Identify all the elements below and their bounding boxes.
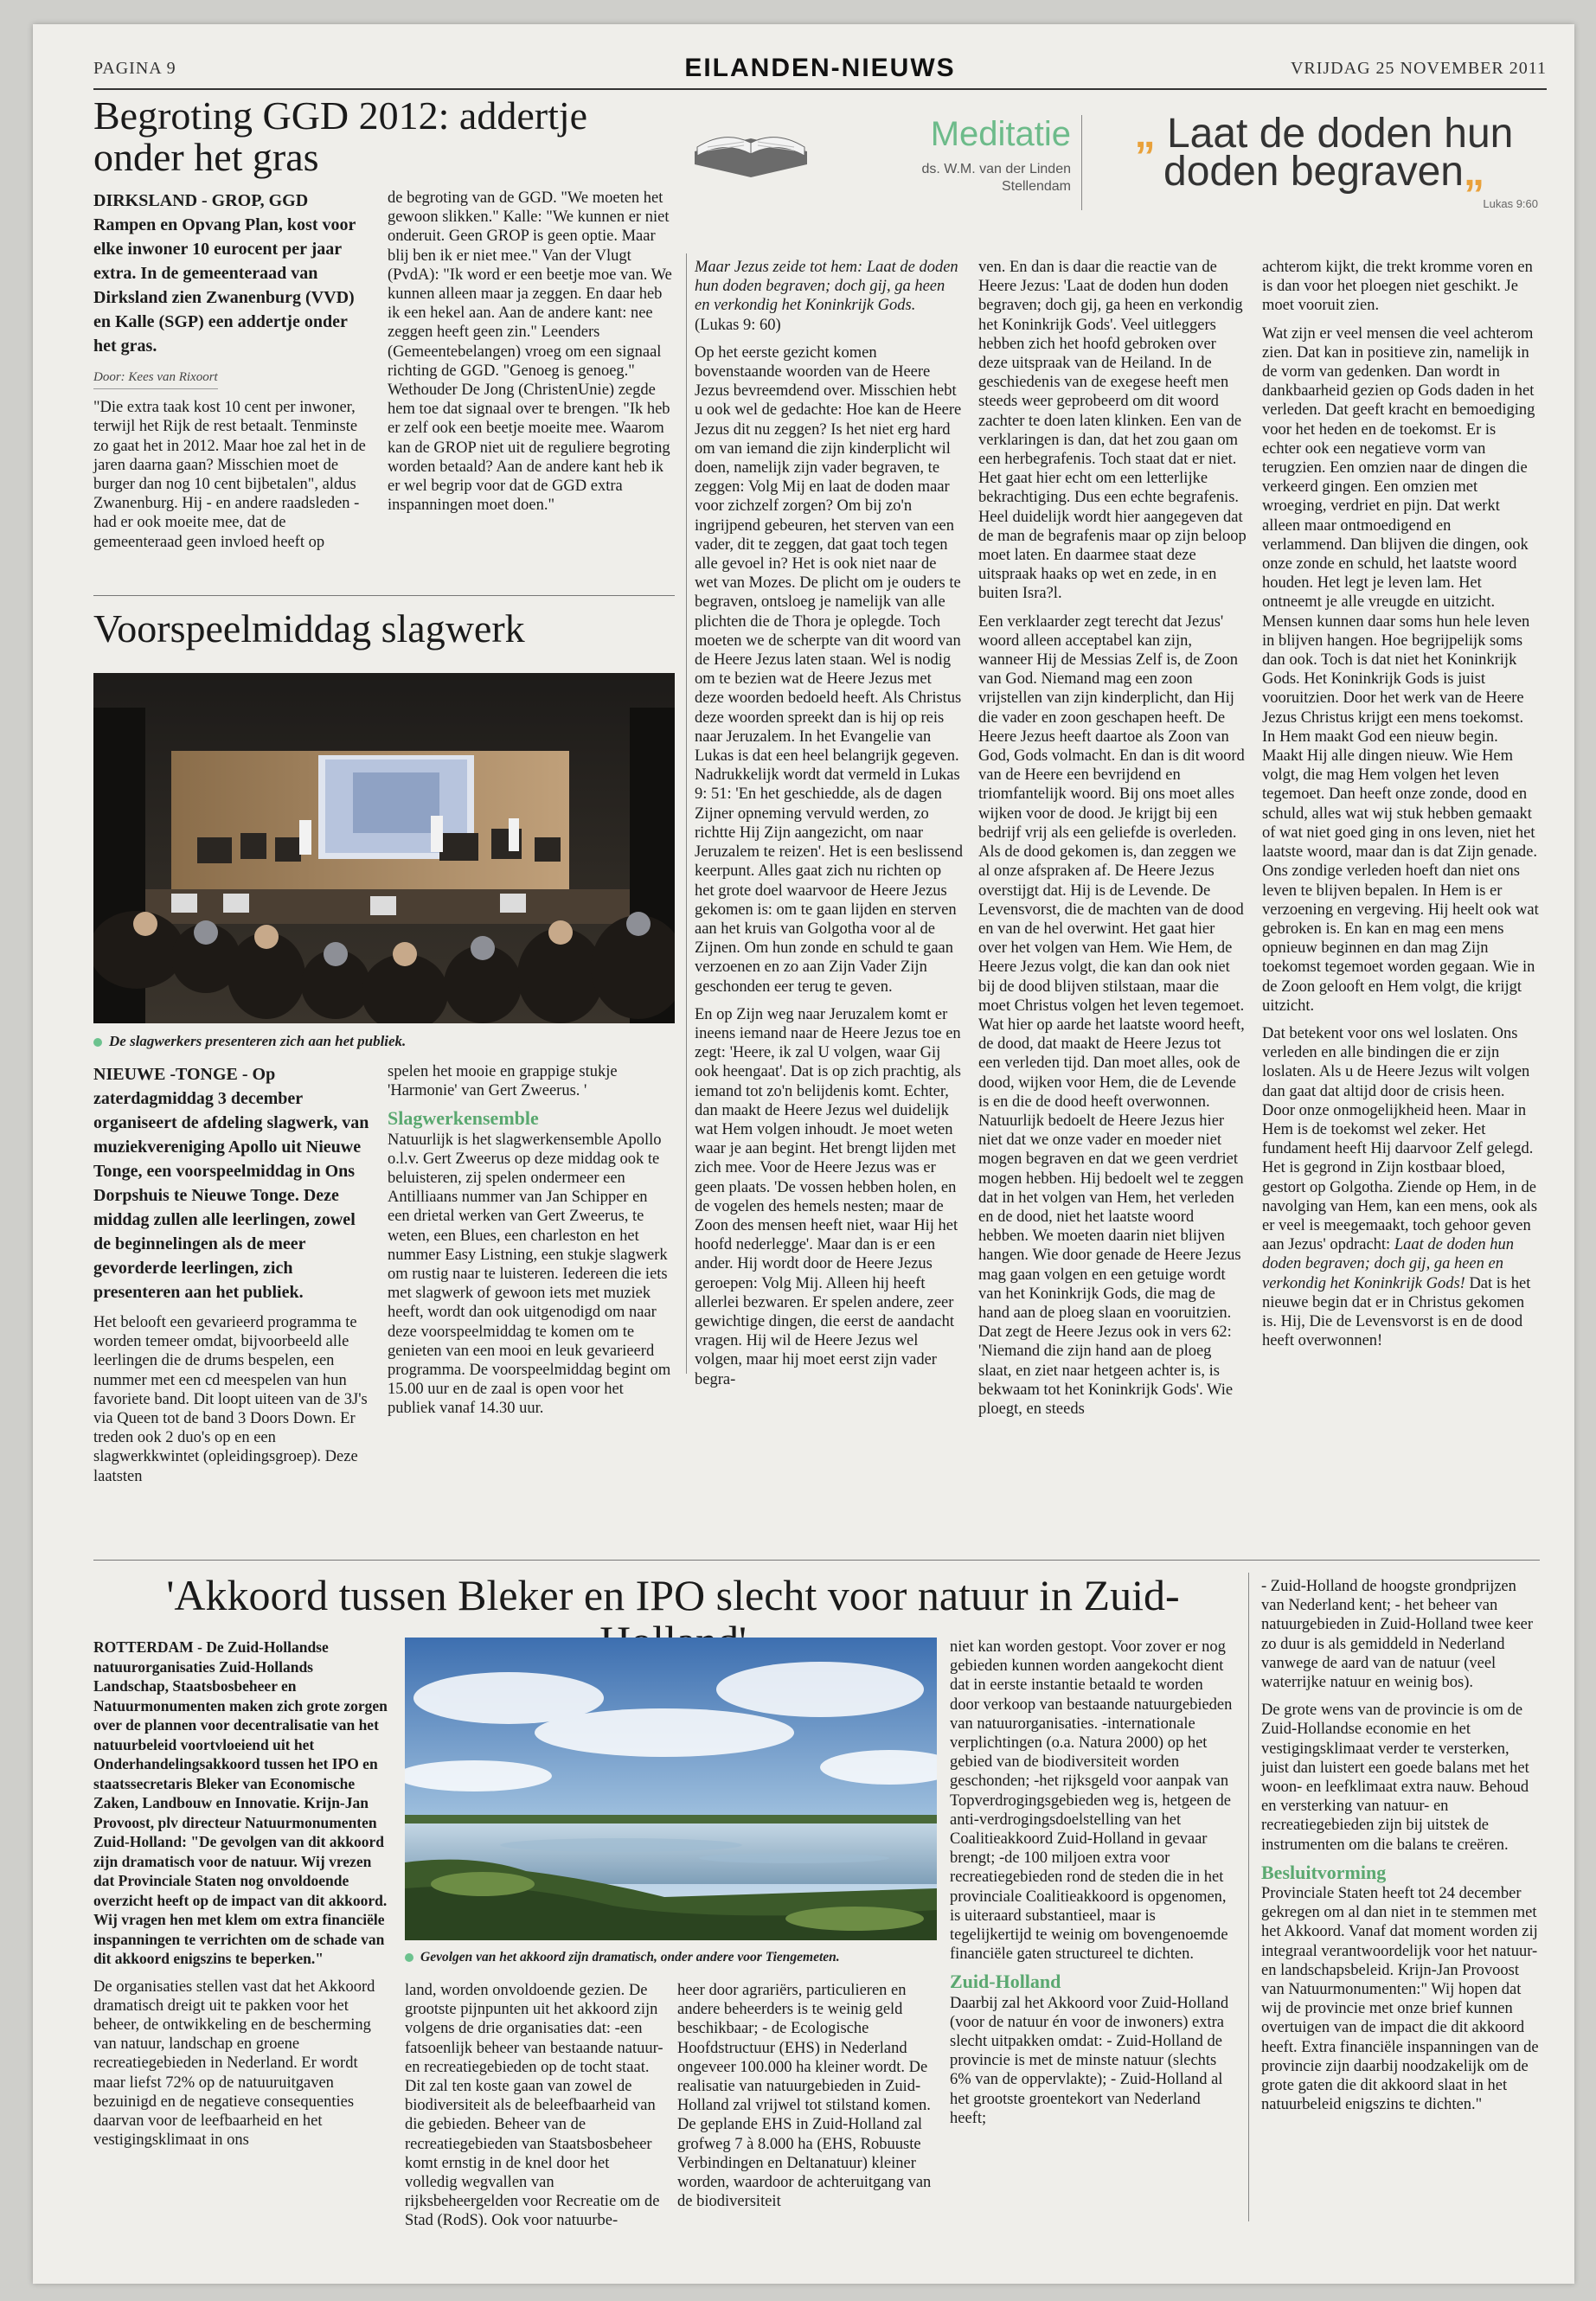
divider (93, 595, 675, 596)
divider (1081, 115, 1082, 210)
article-paragraph: spelen het mooie en grappige stukje 'Harmonie' van Gert Zweerus. ' (388, 1063, 618, 1100)
caption-text: Gevolgen van het akkoord zijn dramatisch, onder andere voor Tiengemeten. (420, 1950, 840, 1965)
article-slagwerk-col1 (93, 1062, 370, 1495)
article-paragraph: niet kan worden gestopt. Voor zover er nog gebieden kunnen worden aangekocht dient dat in eerste instantie betaald te worden door verkoop van bestaande natuurgebieden van natuurorganisaties. -internationale verplichtingen (o.a. Natura 2000) op het gebied van de biodiversiteit worden geschonden; -het rijksgeld voor aanpak van Topverdrogingsgebieden weg is, hetgeen de anti-verdrogingsdoelstelling van het Coalitieakkoord Zuid-Holland in gevaar brengt; -de 100 miljoen extra voor recreatiegebieden rond de steden die in het provinciale Coalitieakkoord is opgenomen, is uiteraard substantieel, maar is tegelijkertijd te weinig om bovengenoemde financiële gaten structureel te dichten. (950, 1638, 1233, 1964)
byline: Door: Kees van Rixoort (93, 368, 218, 389)
subheading: Besluitvorming (1261, 1861, 1387, 1883)
article-akkoord-col3 (677, 1981, 937, 2220)
article-paragraph: De organisaties stellen vast dat het Akkoord dramatisch dreigt uit te pakken voor het beheer, de ontwikkeling en de bescherming van natuur, landschap en groene recreatiegebieden in Nederland. Er wordt maar liefst 72% op de natuuruitgaven bezuinigd en de negatieve consequenties daarvan voor de leefbaarheid en het vestigingsklimaat in ons (93, 1977, 375, 2150)
article-lead: ROTTERDAM - De Zuid-Hollandse natuurorganisaties Zuid-Hollands Landschap, Staatsbosbeheer en Natuurmonumenten maken zich grote zorgen over de plannen voor decentralisatie van het natuurbeleid voortvloeiend uit het Onderhandelingsakkoord tussen het IPO en staatssecretaris Bleker van Economische Zaken, Landbouw en Innovatie. Krijn-Jan Provoost, plv directeur Natuurmonumenten Zuid-Holland: "De gevolgen van dit akkoord zijn dramatisch voor de natuur. Wij vrezen dat Provinciale Staten nog onvoldoende overzicht heeft op de impact van dit akkoord. Wij vragen hen met klem om extra financiële inspanningen te verrichten om de schade van dit akkoord enigszins te beperken." (93, 1638, 388, 1967)
concert-photo (93, 673, 675, 1023)
bullet-icon (405, 1953, 413, 1962)
author-place: Stellendam (1001, 179, 1071, 194)
article-paragraph: land, worden onvoldoende gezien. De grootste pijnpunten uit het akkoord zijn volgens de drie organisaties dat: -een fatsoenlijk beheer van bestaande natuur- en recreatiegebieden op de tocht staat. Dit zal ten koste gaan van zowel de biodiversiteit als de beleefbaarheid van die gebieden. Beheer van de recreatiegebieden van Staatsbosbeheer komt ernstig in de knel door het volledig wegvallen van rijksbeheergelden voor Recreatie om de Stad (RodS). Ook voor natuurbe- (405, 1982, 663, 2230)
section-label-meditatie: Meditatie (930, 115, 1071, 153)
concert-photo-image (93, 673, 675, 1023)
article-paragraph: "Die extra taak kost 10 cent per inwoner, terwijl het Rijk de rest betaalt. Tenminste zo gaat het in 2012. Maar hoe zal het in de jaren daarna gaan? Misschien moet de burger dan nog 10 cent bijbetalen", aldus Zwanenburg. Hij - en andere raadsleden - had er ook moeite mee, dat de gemeenteraad geen invloed heeft op (93, 399, 366, 551)
caption-text: De slagwerkers presenteren zich aan het publiek. (109, 1033, 407, 1049)
article-paragraph: heer door agrariërs, particulieren en andere beheerders is te weinig geld beschikbaar; - de Ecologische Hoofdstructuur (EHS) in Nederland ongeveer 100.000 ha kleiner wordt. De realisatie van natuurgebieden in Zuid-Holland zal vrijwel tot stilstand komen. De geplande EHS in Zuid-Holland zal grofweg 7 à 8.000 ha (EHS, Robuuste Verbindingen en Deltanatuur) kleiner worden, waardoor de achteruitgang van de biodiversiteit (677, 1982, 932, 2211)
issue-date: VRIJDAG 25 NOVEMBER 2011 (1290, 59, 1547, 78)
article-lead: NIEUWE -TONGE - Op zaterdagmiddag 3 december organiseert de afdeling slagwerk, van muziekvereniging Apollo uit Nieuwe Tonge, een voorspeelmiddag in Ons Dorpshuis te Nieuwe Tonge. Deze middag zullen alle leerlingen, zowel de beginnelingen als de meer gevorderde leerlingen, zich presenteren aan het publiek. (93, 1065, 369, 1302)
article-lead: DIRKSLAND - GROP, GGD Rampen en Opvang Plan, kost voor elke inwoner 10 eurocent per jaar extra. In de gemeenteraad van Dirksland zien Zwanenburg (VVD) en Kalle (SGP) een addertje onder het gras. (93, 191, 356, 356)
photo-caption-akkoord (405, 1950, 937, 1965)
meditatie-paragraph: achterom kijkt, die trekt kromme voren en is dan voor het ploegen niet geschikt. Je moet vooruit zien. (1262, 259, 1533, 315)
article-paragraph: De grote wens van de provincie is om de Zuid-Hollandse economie en het vestigingsklimaat verder te versterken, juist dan luistert een goede balans met het woon- en leefklimaat extra nauw. Behoud en versterking van natuur- en recreatiegebieden zijn bij uitstek de instrumenten om die balans te creëren. (1261, 1702, 1529, 1854)
scripture-reference: (Lukas 9: 60) (695, 316, 781, 334)
quote-mark: „ (1134, 111, 1156, 157)
tiengemeten-photo-image (405, 1638, 937, 1940)
meditatie-paragraph (1262, 1024, 1539, 1350)
meditatie-col2 (978, 258, 1247, 1427)
scripture-quote: Maar Jezus zeide tot hem: Laat de doden hun doden begraven; doch gij, ga heen en verkondig het Koninkrijk Gods. (695, 259, 958, 315)
quote-line-2: doden begraven (1163, 149, 1464, 195)
article-slagwerk-col2 (388, 1062, 673, 1427)
newspaper-title: EILANDEN-NIEUWS (684, 54, 956, 82)
article-paragraph: Het belooft een gevarieerd programma te worden temeer omdat, bijvoorbeeld alle leerlingen die de drums bespelen, een nummer met een cd meespelen van hun favoriete band. Dit loopt uiteen van de 3J's via Queen tot de band 3 Doors Down. Er treden ook 2 duo's op en een slagwerkkwintet (opleidingsgroep). Deze laatsten (93, 1314, 368, 1485)
meditatie-paragraph: ven. En dan is daar die reactie van de Heere Jezus: 'Laat de doden hun doden begraven; doch gij, ga heen en verkondig het Koninkrijk Gods'. Veel uitleggers hebben zich het hoofd gebroken over deze uitspraak van de Heiland. In de geschiedenis van de exegese heeft men steeds weer geprobeerd om dit woord zachter te doen laten klinken. Een van de verklaringen is dan, dat het zou gaan om een herbegrafenis. Toch staat dat er niet. Het gaat hier echt om een letterlijke bekrachtiging. Dus een echte begrafenis. Heel duidelijk wordt hier aangegeven dat de man de begrafenis maar op zijn beloop moet laten. En daarmee staat deze uitspraak haaks op wet en zede, in en buiten Isra?l. (978, 259, 1247, 603)
paragraph-italic: Laat de doden hun doden begraven; doch gij, ga heen en verkondig het Koninkrijk Gods! (1262, 1236, 1515, 1292)
meditatie-col1 (695, 258, 963, 1398)
bullet-icon (93, 1038, 102, 1047)
article-begroting-col2 (388, 189, 673, 523)
article-paragraph: Daarbij zal het Akkoord voor Zuid-Holland (voor de natuur én voor de inwoners) extra slecht uitpakken omdat: - Zuid-Holland de provincie is met de minste natuur (slechts 6% van de oppervlakte); - Zuid-Holland al het grootste groentekort van Nederland heeft; (950, 1994, 1229, 2127)
meditatie-paragraph: Wat zijn er veel mensen die veel achterom zien. Dat kan in positieve zin, namelijk in de vorm van gedenken. Dan wordt in dankbaarheid gezien op Gods daden in het verleden. Dat geeft kracht en bemoediging voor het heden en de toekomst. Er is echter ook een negatieve vorm van terugzien. Een omzien naar de dingen die verkeerd gingen. Een omzien met wroeging, verdriet en pijn. Dat werkt alleen maar ontmoedigend en verlammend. Dan blijven die dingen, ook onze zonde en schuld, het laatste woord houden. Het legt je leven lam. Het ontneemt je alle vreugde en uitzicht. Mensen kunnen daar soms hun hele leven in blijven hangen. Hoe begrijpelijk soms dan ook. Toch is dat niet het Koninkrijk Gods. Het Koninkrijk Gods is juist vooruitzien. Door het werk van de Heere Jezus Christus krijgt een mens toekomst. In Hem maakt God een nieuw begin. Maakt Hij alle dingen nieuw. Wie Hem volgt, die mag Hem volgen het leven tegemoet. Dan heeft onze zonde, dood en schuld, alles wat wij stuk hebben gemaakt of wat niet goed ging in ons leven, niet het laatste woord, maar dan is dat Zijn genade. Ons zondige verleden hoeft dan niet ons leven te blijven bepalen. In Hem is er verzoening en vergeving. Hij heelt ook wat gebroken is. En kan en mag een mens opnieuw beginnen en dan mag Zijn toekomst tegemoet worden gegaan. Wie in de Zoon gelooft en Hem volgt, die krijgt uitzicht. (1262, 324, 1539, 1015)
divider (1248, 1573, 1249, 2221)
article-akkoord-col1 (93, 1638, 388, 2158)
page-number: PAGINA 9 (93, 59, 176, 78)
article-paragraph: Provinciale Staten heeft tot 24 december gekregen om al dan niet in te stemmen met het Akkoord. Vanaf dat moment worden zij integraal verantwoordelijk voor het natuur- en landschapsbeleid. Krijn-Jan Provoost van Natuurmonumenten:" Wij hopen dat wij de provincie met onze brief kunnen overtuigen van de impact die dit akkoord heeft. Extra financiële inspanningen van de provincie zijn daarbij noodzakelijk om de grote gaten die dit akkoord slaat in het natuurbeleid enigszins te dichten." (1261, 1885, 1539, 2114)
subheading: Slagwerkensemble (388, 1107, 539, 1130)
subheading: Zuid-Holland (950, 1971, 1061, 1993)
meditatie-paragraph: Een verklaarder zegt terecht dat Jezus' woord alleen acceptabel kan zijn, wanneer Hij de Messias Zelf is, de Zoon van God. Niemand mag een zoon vrijstellen van zijn kinderplicht, dan Hij die vader en zoon geschapen heeft. De Heere Jezus heeft daartoe als Zoon van God, Gods volmacht. En dan is dit woord van de Heere een bevrijdend en triomfantelijk woord. Bij ons moet alles wijken voor de dood. Je krijgt bij een bedrijf vrij als een geliefde is overleden. Als de dood gekomen is, dan zeggen we al onze afspraken af. De Heere Jezus overstijgt dat. Hij is de Levende. De Levensvorst, die de machten van de dood en van de hel overwint. Het gaat hier over het volgen van Hem. Wie Hem, de Heere Jezus volgt, die kan dan ook niet bij de dood blijven stilstaan, maar die moet Christus volgen het leven tegemoet. Wat hier op aarde het laatste woord heeft, de dood, dat maakt de Heere Jezus tot een verleden tijd. Dan moet alles, ook de dood, wijken voor Hem, die de Levende is en die de dood heeft overwonnen. Natuurlijk bedoelt de Heere Jezus hier niet dat we onze vader en moeder niet mogen begraven en dat we geen verdriet mogen hebben. Hij bedoelt wel te zeggen dat in het volgen van Hem, het verleden en de dood, niet het laatste woord hebben. We moeten daarin niet blijven hangen. Wie door genade de Heere Jezus mag gaan volgen en een getuige wordt van het Koninkrijk Gods, die mag de hand aan de ploeg slaan en vooruitzien. Dat zegt de Heere Jezus ook in vers 62: 'Niemand die zijn hand aan de ploeg slaat, en ziet naar hetgeen achter is, is bekwaam tot het Koninkrijk Gods'. Wie ploegt, en steeds (978, 612, 1245, 1418)
paragraph-text: Dat betekent voor ons wel loslaten. Ons verleden en alle bindingen die er zijn loslaten. Als u de Heere Jezus wilt volgen dan gaat dat altijd door de crisis heen. Door onze onmogelijkheid heen. Maar in Hem is de toekomst wel zeker. Het fundament heeft Hij daarvoor Zelf gelegd. Het is gegrond in Zijn kostbaar bloed, gestort op Golgotha. Ziende op Hem, in de navolging van Hem, kan een mens, ook als er veel is meegemaakt, toch gehoor geven aan Jezus' opdracht: (1262, 1024, 1538, 1254)
article-akkoord-col4 (950, 1638, 1235, 2137)
divider (93, 1560, 1540, 1561)
article-akkoord-col5 (1261, 1577, 1540, 2123)
paragraph-text: Dat is het nieuwe begin dat er in Christus gekomen is. Hij, Die de Levensvorst is en de dood heeft overwonnen! (1262, 1274, 1531, 1350)
article-title-begroting: Begroting GGD 2012: addertje onder het gras (93, 93, 588, 180)
article-title-slagwerk: Voorspeelmiddag slagwerk (93, 606, 525, 651)
quote-line-1: Laat de doden hun (1166, 111, 1514, 157)
meditatie-paragraph: En op Zijn weg naar Jeruzalem komt er ineens iemand naar de Heere Jezus toe en zegt: 'Heere, ik zal U volgen, waar Gij ook heengaat'. Dat is op zich prachtig, als iemand tot zo'n belijdenis komt. Echter, dan maakt de Heere Jezus wel duidelijk wat Hem volgen inhoudt. Je moet weten waar je aan begint. Het brengt lijden met zich mee. Voor de Heere Jezus was er geen plaats. 'De vossen hebben holen, en de vogelen des hemels nesten; maar de Zoon des mensen heeft niet, waar Hij het hoofd nederlegge'. Maar dan is er een ander. Hij wordt door de Heere Jezus geroepen: Volg Mij. Alleen hij heeft allerlei bezwaren. Er spelen andere, zeer gewichtige dingen, die eerst de aandacht vragen. Hij wil de Heere Jezus wel volgen, maar hij moet eerst zijn vader begra- (695, 1005, 961, 1388)
photo-caption-slagwerk (93, 1033, 675, 1050)
page-header (93, 54, 1547, 90)
meditatie-author (811, 161, 1071, 195)
divider (686, 253, 687, 1374)
author-name: ds. W.M. van der Linden (921, 162, 1071, 176)
article-paragraph: - Zuid-Holland de hoogste grondprijzen van Nederland kent; - het beheer van natuurgebieden in Zuid-Holland twee keer zo duur is als gemiddeld in Nederland vanwege de aard van de natuur (veel waterrijke natuur en weinig bos). (1261, 1578, 1534, 1692)
meditatie-quote (1106, 111, 1542, 195)
newspaper-page (33, 24, 1574, 2284)
scripture-ref: Lukas 9:60 (1483, 197, 1538, 210)
meditatie-col3 (1262, 258, 1539, 1359)
quote-mark: „ (1463, 149, 1484, 195)
article-paragraph: Natuurlijk is het slagwerkensemble Apollo o.l.v. Gert Zweerus op deze middag ook te beluisteren, zij spelen ondermeer een Antilliaans nummer van Jan Schipper en een drietal werken van Gert Zweerus, te weten, een Blues, een charleston en het nummer Easy Listning, een stukje slagwerk om rustig naar te luisteren. Iedereen die iets met slagwerk of gewoon iets met muziek heeft, wordt dan ook uitgenodigd om naar deze voorspeelmiddag te komen om te genieten van een mooi en leuk gevarieerd programma. De voorspeelmiddag begint om 15.00 uur en de zaal is open voor het publiek vanaf 14.30 uur. (388, 1131, 671, 1418)
article-title-akkoord: 'Akkoord tussen Bleker en IPO slecht voor natuur in Zuid- (166, 1571, 1180, 1619)
article-begroting-col1 (93, 189, 370, 561)
landscape-photo (405, 1638, 937, 1940)
article-akkoord-col2 (405, 1981, 664, 2240)
meditatie-paragraph: Op het eerste gezicht komen bovenstaande woorden van de Heere Jezus bevreemdend over. Misschien hebt u ook wel de gedachte: Hoe kan de Heere Jezus dit nu zeggen? Is het niet erg hard om van iemand die zijn kinderplicht wil doen, namelijk zijn vader begraven, te zeggen: Volg Mij en laat de doden maar voor zichzelf zorgen? Om bij zo'n ingrijpend gebeuren, het sterven van een vader, dit te zeggen, dat gaat toch tegen alle gevoel in? Het is ook niet naar de wet van Mozes. De plicht om je ouders te begraven, ontsloeg je namelijk van alle plichten die de Thora je oplegde. Toch moeten we de scherpte van dit woord van de Heere Jezus laten staan. Wel is nodig om te bezien wat de Heere Jezus met deze woorden bedoeld heeft. Als Christus deze woorden spreekt dan is hij op reis naar Jeruzalem. In het Evangelie van Lukas is dat een heel belangrijk gegeven. Nadrukkelijk wordt dat vermeld in Lukas 9: 51: 'En het geschiedde, als de dagen Zijner opneming vervuld werden, zo richtte Hij Zijn aangezicht, om naar Jeruzalem te reizen'. Het is een beslissend keerpunt. Alles gaat zich nu richten op het grote doel waarvoor de Heere Jezus gekomen is: om te gaan lijden en sterven aan het kruis van Golgotha voor al de Zijnen. Om hun zonde en schuld te gaan verzoenen en zo aan Zijn Vader Zijn geschonden eer terug te geven. (695, 343, 964, 996)
article-paragraph: de begroting van de GGD. "We moeten het gewoon slikken." Kalle: "We kunnen er niet onderuit. Geen GROP is geen optie. Maar blij ben ik er niet mee." Van der Vlugt (PvdA): "Ik word er een beetje moe van. We kunnen alleen maar ja zeggen. En daar heb ik een hekel aan. Aan de andere kant: nee zeggen heeft geen zin." Leenders (Gemeentebelangen) vroeg om een signaal richting de GGD. "Genoeg is genoeg." Wethouder De Jong (ChristenUnie) zegde hem toe dat signaal over te brengen. "Ik heb er zelf ook een beetje moeite mee. Waarom kan de GROP niet uit de reguliere begroting worden betaald? Aan de andere kant heb ik er wel begrip voor dat de GGD extra inspanningen moet doen." (388, 189, 672, 515)
bible-icon (690, 104, 811, 182)
